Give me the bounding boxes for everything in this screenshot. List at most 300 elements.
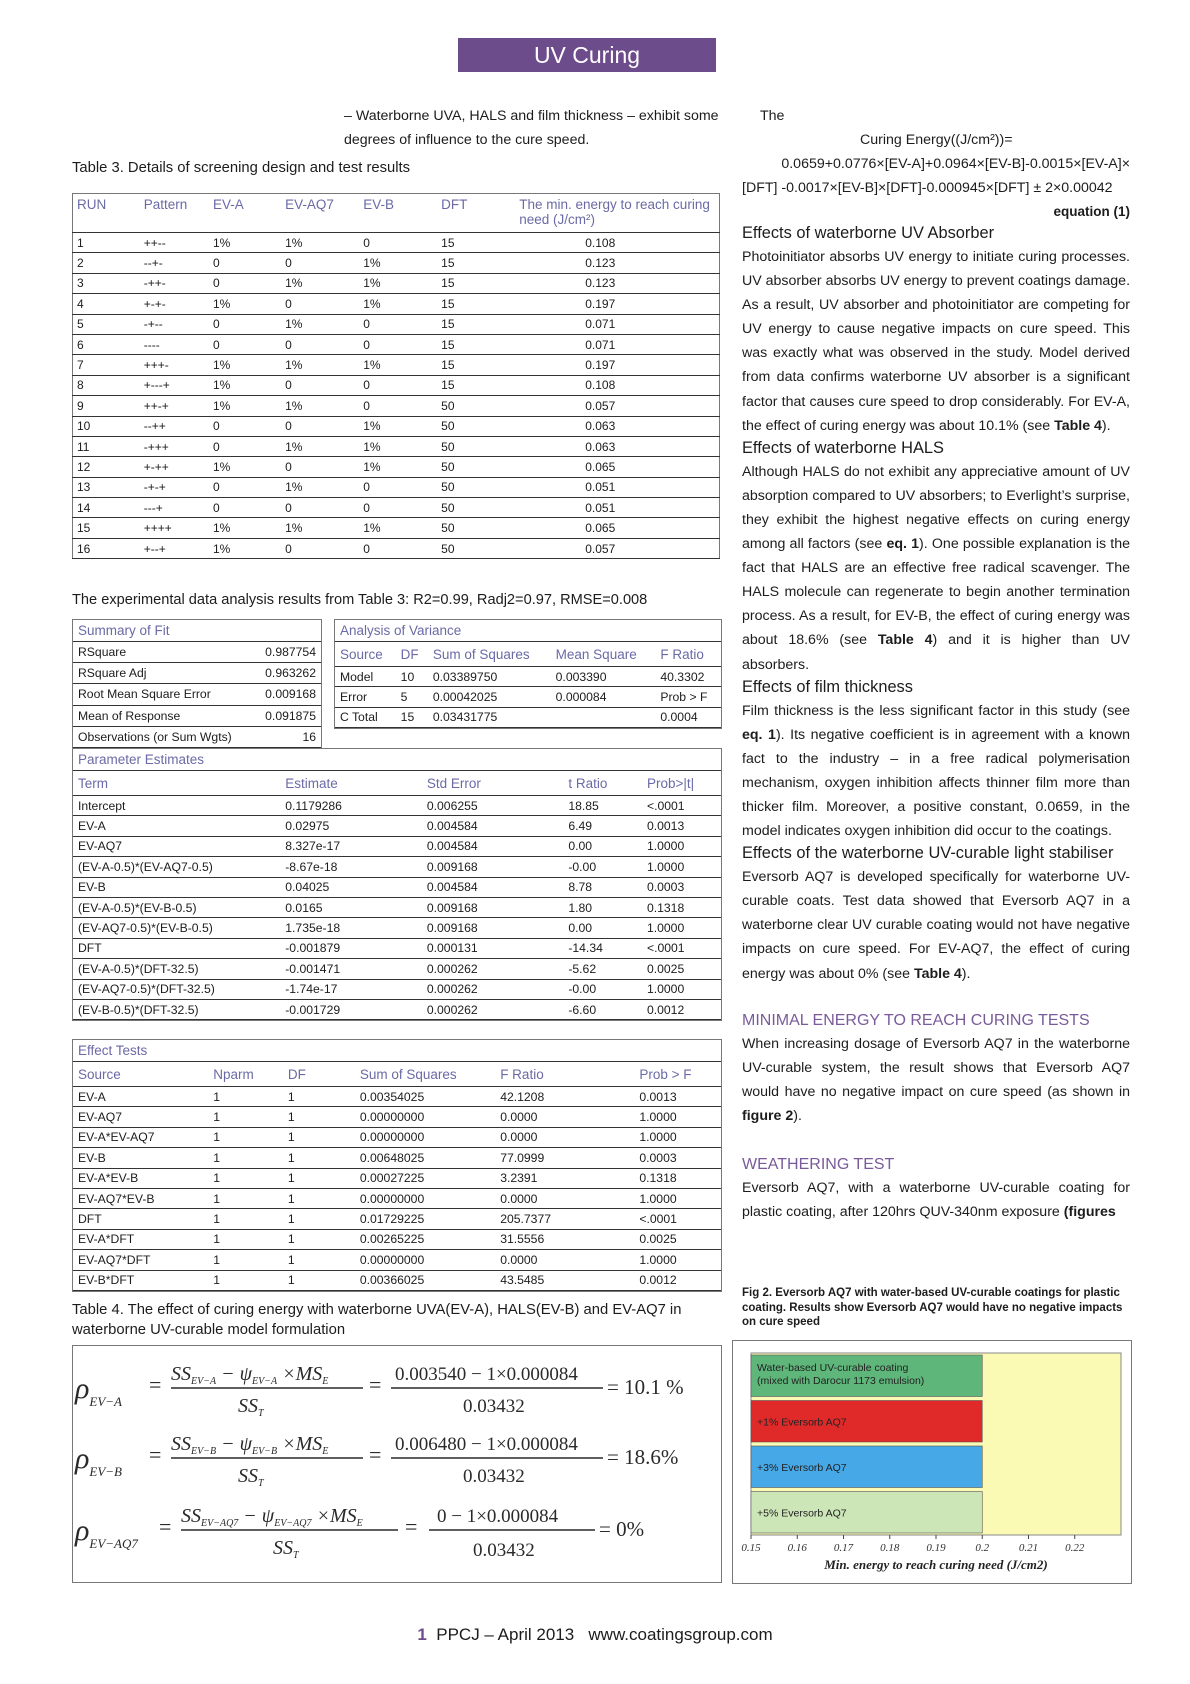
table-row-cell: 50 [437,498,515,518]
effects-head [73,1062,721,1087]
param-row-cell: (EV-A-0.5)*(DFT-32.5) [73,959,280,979]
table-row-cell: 1% [359,355,437,375]
effect-row-cell: 1 [208,1250,283,1270]
param-row-cell: 0.000262 [422,959,563,979]
param-row-cell: 8.327e-17 [280,836,422,856]
fit-row [73,642,321,663]
table-row-cell: 15 [437,233,515,253]
svg-text:=: = [405,1514,418,1539]
effect-row-cell: 1 [208,1270,283,1290]
table-row-cell: 15 [437,294,515,314]
param-row-cell: 0.000262 [422,979,563,999]
param-row-cell: 0.0012 [642,999,721,1019]
effect-row [73,1250,721,1270]
effect-row-cell: 1 [283,1188,355,1208]
table-row-cell: 0 [359,538,437,558]
effect-row [73,1107,721,1127]
table-row-cell: 1 [73,233,140,253]
param-row-cell: 0.0013 [642,816,721,836]
param-row-cell: 0.04025 [280,877,422,897]
table-row-cell: 0 [209,436,281,456]
table-row-cell: ++-+ [140,396,209,416]
table-row-cell: 1% [209,538,281,558]
table-row-cell: 6 [73,334,140,354]
effect-row [73,1229,721,1249]
anova-row-cell: Error [335,687,396,707]
param-row [73,877,721,897]
param-row [73,959,721,979]
table-row-cell: 0.063 [515,416,719,436]
fit-row-cell: RSquare Adj [73,663,254,684]
table-row-cell: -+-- [140,314,209,334]
anova-row-cell: Model [335,667,396,687]
table-row-cell: --++ [140,416,209,436]
eq2-denominator: 0.03432 [463,1466,525,1487]
table-row [73,233,720,253]
svg-text:SST: $SS_T$ [238,1465,264,1489]
param-row-cell: 0.00 [563,918,642,938]
param-row-cell: -0.00 [563,979,642,999]
bar-label: +5% Eversorb AQ7 [757,1507,847,1520]
table-row-cell: 0 [359,233,437,253]
fig2-caption: Fig 2. Eversorb AQ7 with water-based UV-curable coatings for plastic coating. Results show Eversorb AQ7 would have no negative impacts on cure speed [742,1287,1123,1328]
param-row-cell: <.0001 [642,938,721,958]
figure-ref: figure 2 [742,1107,794,1124]
table-row-cell: 8 [73,375,140,395]
figures-ref: (figures [1063,1204,1116,1221]
rho-symbol: $\rho_{EV-A}$ [75,1372,123,1409]
stabiliser-heading: Effects of the waterborne UV-curable light stabiliser [742,844,1114,863]
table-row-cell: 0.108 [515,233,719,253]
table-row-cell: 1% [209,457,281,477]
anova-row-cell: 15 [396,707,428,727]
table-row-cell: 50 [437,477,515,497]
fit-row-cell: Root Mean Square Error [73,684,254,705]
table-row-cell: 15 [437,375,515,395]
x-tick-label: 0.15 [741,1542,761,1554]
parameter-estimates [72,748,722,1021]
x-tick-label: 0.16 [787,1542,807,1554]
table-row-cell: 0 [359,477,437,497]
param-row-cell: 18.85 [563,796,642,816]
effect-row [73,1168,721,1188]
table-row-cell: 15 [73,518,140,538]
svg-text:=: = [369,1442,382,1467]
param-row-cell: (EV-A-0.5)*(EV-AQ7-0.5) [73,857,280,877]
effect-row-cell: EV-AQ7 [73,1107,208,1127]
website: www.coatingsgroup.com [588,1625,773,1644]
fit-row-cell: 0.091875 [254,705,321,726]
effect-row-cell: 31.5556 [495,1229,634,1249]
effect-row-cell: 1 [208,1168,283,1188]
table-row-cell: 0.051 [515,498,719,518]
param-row [73,897,721,917]
anova-row [335,707,721,727]
table-row-cell: 1% [281,355,359,375]
table-row-cell: 0 [209,477,281,497]
param-row-cell: 1.735e-18 [280,918,422,938]
eq1-denominator: 0.03432 [463,1396,525,1417]
effect-row-cell: EV-AQ7*EV-B [73,1188,208,1208]
column-header: Source [73,1062,208,1087]
fit-row [73,684,321,705]
svg-text:SST: $SS_T$ [273,1537,299,1561]
param-row-cell: 0.0165 [280,897,422,917]
summary-title: Summary of Fit [73,620,321,642]
table-row-cell: 0 [359,498,437,518]
t3-header: Pattern [140,194,209,233]
equation-line3: [DFT] -0.0017×[EV-B]×[DFT]-0.000945×[DFT] ± 2×0.00042 [742,180,1113,196]
eq1-numerator: 0.003540 − 1×0.000084 [395,1364,578,1385]
journal-issue: PPCJ – April 2013 [436,1625,575,1644]
param-row-cell: DFT [73,938,280,958]
hals-heading: Effects of waterborne HALS [742,438,944,457]
stab-table-ref: Table 4 [913,965,962,982]
table-row-cell: +-+- [140,294,209,314]
table-row-cell: 1% [209,396,281,416]
table-row [73,498,720,518]
effect-row-cell: 1.0000 [634,1250,721,1270]
table-row-cell: 0.108 [515,375,719,395]
table-row [73,396,720,416]
fit-row-cell: 0.009168 [254,684,321,705]
param-row [73,918,721,938]
table-row-cell: 0 [281,498,359,518]
table-row [73,538,720,558]
table4-equations [72,1345,722,1583]
uva-heading: Effects of waterborne UV Absorber [742,224,995,242]
x-tick-label: 0.2 [975,1542,990,1554]
table-row-cell: 1% [209,294,281,314]
table-row-cell: 50 [437,457,515,477]
table-row [73,273,720,293]
table-row-cell: 0 [209,253,281,273]
column-header: Sum of Squares [428,642,551,667]
table-row-cell: -+-+ [140,477,209,497]
t3-header: EV-A [209,194,281,233]
param-row [73,938,721,958]
table-row-cell: 1% [281,436,359,456]
anova-row [335,667,721,687]
param-row-cell: 1.0000 [642,979,721,999]
fig2-chart [732,1340,1132,1584]
table-row-cell: 0.051 [515,477,719,497]
param-row-cell: 0.006255 [422,796,563,816]
table-row [73,416,720,436]
effect-row-cell: 1 [283,1209,355,1229]
fit-row-cell: Mean of Response [73,705,254,726]
equations-figure [73,1346,721,1582]
table-row-cell: 1% [281,518,359,538]
table-row-cell: 0 [281,375,359,395]
param-row-cell: -0.00 [563,857,642,877]
column-header: F Ratio [655,642,721,667]
table-row-cell: 1% [209,355,281,375]
param-row-cell: (EV-AQ7-0.5)*(DFT-32.5) [73,979,280,999]
param-row-cell: EV-A [73,816,280,836]
hals-eq-ref: eq. 1 [886,536,920,553]
column-header: Source [335,642,396,667]
table-row-cell: 1% [281,273,359,293]
sof-body [73,642,321,747]
effects-title: Effect Tests [73,1040,721,1062]
table-row-cell: 1% [359,416,437,436]
param-row-cell: 1.80 [563,897,642,917]
param-row-cell: (EV-B-0.5)*(DFT-32.5) [73,999,280,1019]
table-row-cell: 14 [73,498,140,518]
column-header: Mean Square [551,642,656,667]
params-body [73,796,721,1020]
bar-chart [733,1341,1131,1583]
table-row-cell: 0 [281,334,359,354]
effect-row-cell: 1 [283,1229,355,1249]
anova-row-cell: 0.00042025 [428,687,551,707]
summary-of-fit [72,619,322,749]
fit-row-cell: 0.963262 [254,663,321,684]
x-tick-label: 0.21 [1018,1542,1039,1554]
effect-row-cell: 1 [208,1188,283,1208]
table-row-cell: 10 [73,416,140,436]
effect-tests [72,1039,722,1292]
effect-row-cell: 0.00366025 [355,1270,495,1290]
stabiliser-paragraph: Eversorb AQ7 is developed specifically for waterborne UV-curable coats. Test data showed that Eversorb AQ7 in a waterborne clear UV curable coating would not have negative impacts on cure speed. For EV-AQ7, the effect of curing energy was about 0% (see Table 4). [742,869,1130,982]
table-row-cell: 1% [281,314,359,334]
section-banner: UV Curing [458,38,716,72]
table-row-cell: 0 [359,375,437,395]
param-row-cell: 1.0000 [642,836,721,856]
anova-row-cell: 0.03389750 [428,667,551,687]
table-row-cell: 0.071 [515,314,719,334]
table-row [73,334,720,354]
param-row-cell: -1.74e-17 [280,979,422,999]
anova-row-cell: 40.3302 [655,667,721,687]
eq3-numerator: 0 − 1×0.000084 [437,1506,559,1527]
param-row-cell: Intercept [73,796,280,816]
param-row [73,816,721,836]
effect-row-cell: 0.00265225 [355,1229,495,1249]
intro-text: – Waterborne UVA, HALS and film thickness – exhibit some degrees of influence to the cure speed. [344,108,719,149]
eq3-denominator: 0.03432 [473,1540,535,1561]
table-row-cell: 15 [437,253,515,273]
anova-row-cell: 0.0004 [655,707,721,727]
bar-label: +3% Eversorb AQ7 [757,1461,847,1474]
column-header: F Ratio [495,1062,634,1087]
table-row-cell: 0 [359,334,437,354]
effect-row-cell: 0.00000000 [355,1127,495,1147]
table-row-cell: 1% [209,375,281,395]
equation-line1: Curing Energy((J/cm²))= [860,132,1013,148]
column-header: DF [396,642,428,667]
table-row-cell: 15 [437,334,515,354]
effect-row-cell: 0.0000 [495,1250,634,1270]
param-row-cell: 0.004584 [422,816,563,836]
effect-row-cell: 0.00000000 [355,1107,495,1127]
table-row-cell: 4 [73,294,140,314]
effect-row-cell: EV-A*EV-B [73,1168,208,1188]
effect-row-cell: 1 [208,1229,283,1249]
column-header: Prob > F [634,1062,721,1087]
effect-row-cell: 1 [283,1087,355,1107]
effect-row-cell: 42.1208 [495,1087,634,1107]
effect-row-cell: 1.0000 [634,1127,721,1147]
page-number: 1 [417,1625,427,1644]
column-header: Nparm [208,1062,283,1087]
effect-row-cell: 0.1318 [634,1168,721,1188]
t3-header: RUN [73,194,140,233]
table-row-cell: 0 [281,538,359,558]
svg-text:=: = [369,1372,382,1397]
effect-row-cell: 1 [283,1168,355,1188]
table-row-cell: 11 [73,436,140,456]
effect-row-cell: DFT [73,1209,208,1229]
anova-row-cell: 10 [396,667,428,687]
t3-header: EV-B [359,194,437,233]
effect-row-cell: 3.2391 [495,1168,634,1188]
table-row-cell: +++- [140,355,209,375]
table-row-cell: -++- [140,273,209,293]
column-header: DF [283,1062,355,1087]
table-row [73,294,720,314]
param-row-cell: 0.004584 [422,877,563,897]
params-head [73,771,721,796]
table-row-cell: 0.123 [515,253,719,273]
x-axis-label: Min. energy to reach curing need (J/cm2) [824,1557,1048,1572]
effect-row-cell: 0.00000000 [355,1250,495,1270]
min-energy-heading: MINIMAL ENERGY TO REACH CURING TESTS [742,1011,1090,1029]
effect-row-cell: 1 [208,1087,283,1107]
t3-header: The min. energy to reach curing need (J/cm²) [515,194,719,233]
table-row-cell: 0 [209,416,281,436]
analysis-caption: The experimental data analysis results from Table 3: R2=0.99, Radj2=0.97, RMSE=0.008 [72,592,648,608]
effect-row-cell: 1 [283,1270,355,1290]
t3-header: DFT [437,194,515,233]
param-row-cell: 0.009168 [422,897,563,917]
table-row-cell: 1% [281,477,359,497]
table-row-cell: 7 [73,355,140,375]
table3-caption: Table 3. Details of screening design and test results [72,160,411,176]
param-row-cell: EV-AQ7 [73,836,280,856]
table-row [73,355,720,375]
svg-text:SST: $SS_T$ [238,1395,264,1419]
table-row-cell: 0.065 [515,518,719,538]
table-row-cell: -+++ [140,436,209,456]
table-row-cell: 15 [437,273,515,293]
param-row-cell: 0.1179286 [280,796,422,816]
effect-row-cell: 0.0013 [634,1087,721,1107]
param-row-cell: -0.001879 [280,938,422,958]
t3-body [73,233,720,559]
effect-row-cell: <.0001 [634,1209,721,1229]
effect-row [73,1209,721,1229]
min-energy-paragraph: When increasing dosage of Eversorb AQ7 in the waterborne UV-curable system, the result shows that Eversorb AQ7 would have no negative impact on cure speed (as shown in figure 2). [742,1035,1130,1124]
param-row-cell: 0.000131 [422,938,563,958]
fit-row-cell: Observations (or Sum Wgts) [73,726,254,747]
table-row-cell: 0 [281,294,359,314]
fit-row-cell: RSquare [73,642,254,663]
effect-row [73,1087,721,1107]
effect-row-cell: 0.00027225 [355,1168,495,1188]
effect-row-cell: 0.0003 [634,1148,721,1168]
film-heading: Effects of film thickness [742,677,913,696]
table-row-cell: 0.057 [515,396,719,416]
right-column [742,224,1130,1224]
x-tick-label: 0.19 [926,1542,946,1554]
table-row [73,477,720,497]
fit-row [73,663,321,684]
table-row-cell: 0 [281,416,359,436]
table-row-cell: +-++ [140,457,209,477]
fit-row-cell: 16 [254,726,321,747]
eq2-result: = 18.6% [607,1445,679,1469]
effect-row-cell: EV-B [73,1148,208,1168]
bar-label: Water-based UV-curable coating [757,1362,909,1374]
svg-text:=: = [159,1514,172,1539]
table-row-cell: 0.197 [515,355,719,375]
fit-row [73,726,321,747]
anova-row-cell: 0.003390 [551,667,656,687]
params-title: Parameter Estimates [73,749,721,771]
uva-table-ref: Table 4 [1054,417,1102,434]
effect-row-cell: 1 [283,1148,355,1168]
anova-row-cell: C Total [335,707,396,727]
column-header: Prob>|t| [642,771,721,796]
param-row-cell: 0.009168 [422,918,563,938]
table-row-cell: 1% [359,436,437,456]
param-row-cell: 0.1318 [642,897,721,917]
x-tick-label: 0.17 [833,1542,854,1554]
svg-text:=: = [149,1442,162,1467]
table-row-cell: 0.197 [515,294,719,314]
table-row-cell: 1% [359,273,437,293]
table-row [73,518,720,538]
table-row-cell: 1% [209,233,281,253]
param-row [73,836,721,856]
svg-text:ρEV−B: $\rho_{EV-B}$ [75,1442,123,1479]
param-row-cell: -14.34 [563,938,642,958]
effect-row [73,1188,721,1208]
table-row-cell: 0 [209,334,281,354]
effect-row-cell: 0.00648025 [355,1148,495,1168]
table-row-cell: 1% [209,518,281,538]
effect-row [73,1148,721,1168]
anova-row-cell: 0.000084 [551,687,656,707]
equation-label: equation (1) [1053,204,1130,219]
table-row [73,375,720,395]
table-row-cell: 13 [73,477,140,497]
anova-head [335,642,721,667]
param-row-cell: -6.60 [563,999,642,1019]
effect-row-cell: 1 [208,1148,283,1168]
column-header: Std Error [422,771,563,796]
param-row [73,999,721,1019]
effect-row-cell: EV-A*EV-AQ7 [73,1127,208,1147]
param-row-cell: EV-B [73,877,280,897]
table-row [73,253,720,273]
bar-label: (mixed with Darocur 1173 emulsion) [757,1375,925,1387]
eq2-numerator: 0.006480 − 1×0.000084 [395,1434,578,1455]
ss-term: $SS_{EV-A} - \psi_{EV-A} \times MS_E$ [171,1363,329,1387]
effect-row-cell: 1 [283,1250,355,1270]
param-row [73,979,721,999]
x-tick-label: 0.22 [1065,1542,1085,1554]
table-row-cell: 16 [73,538,140,558]
param-row-cell: -5.62 [563,959,642,979]
param-row-cell: 0.00 [563,836,642,856]
equation-line2: 0.0659+0.0776×[EV-A]+0.0964×[EV-B]-0.0015×[EV-A]× [781,156,1130,172]
effect-row-cell: 1 [208,1209,283,1229]
param-row-cell: (EV-A-0.5)*(EV-B-0.5) [73,897,280,917]
svg-text:SSEV−B − ψEV−B ×MSE: $SS_{EV-B} - \psi_{EV-B} \times MS_E$ [171,1433,329,1457]
